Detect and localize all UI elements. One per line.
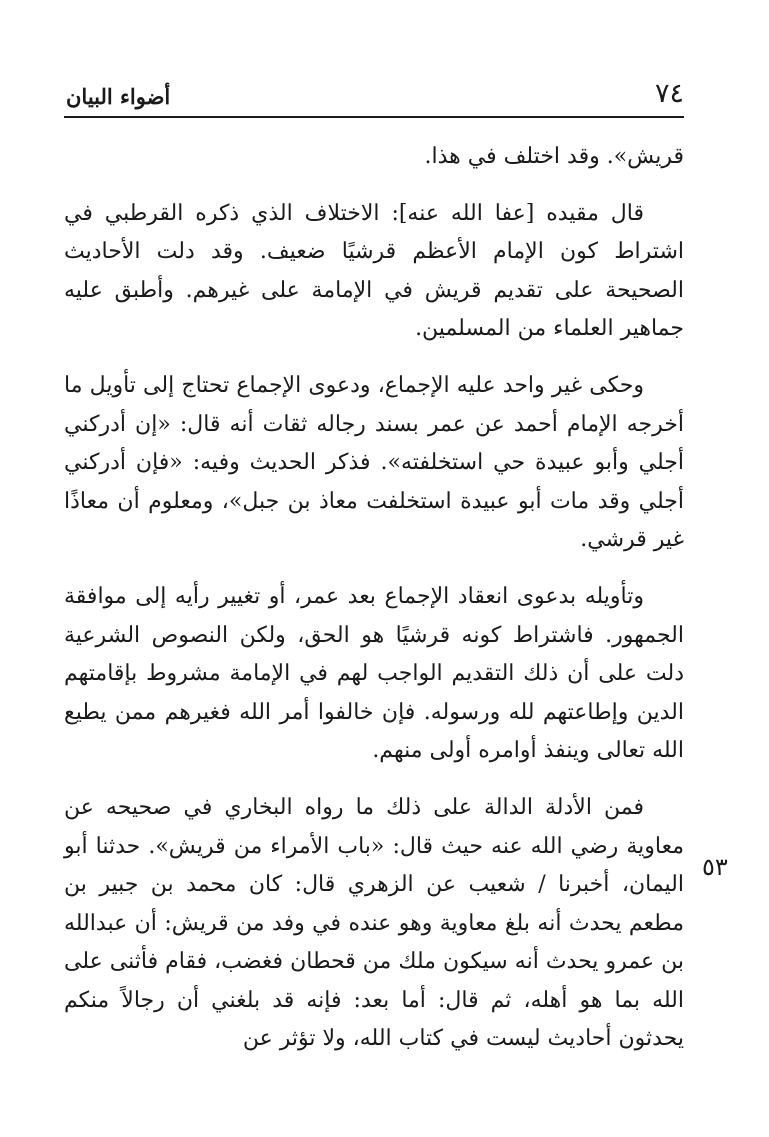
body-text <box>64 138 684 1077</box>
paragraph-continuation: قريش». وقد اختلف في هذا. <box>424 144 684 169</box>
paragraph: فمن الأدلة الدالة على ذلك ما رواه البخاري في صحيحه عن معاوية رضي الله عنه حيث قال: «باب الأمراء من قريش». حدثنا أبو اليمان، أخبرنا / شعيب عن الزهري قال: كان محمد بن جبير بن مطعم يحدث أنه بلغ معاوية وهو عنده في وفد من قريش: أن عبدالله بن عمرو يحدث أنه سيكون ملك من قحطان فغضب، فقام فأثنى على الله بما هو أهله، ثم قال: أما بعد: فإنه قد بلغني أن رجالاً منكم يحدثون أحاديث ليست في كتاب الله، ولا تؤثر عن <box>64 794 684 1052</box>
running-title: أضواء البيان <box>66 84 171 109</box>
paragraph: قال مقيده [عفا الله عنه]: الاختلاف الذي ذكره القرطبي في اشتراط كون الإمام الأعظم قرشيًا ضعيف. وقد دلت الأحاديث الصحيحة على تقديم قريش في الإمامة على غيرهم. وأطبق عليه جماهير العلماء من المسلمين. <box>64 200 684 342</box>
page-header <box>64 72 684 118</box>
paragraph: وحكى غير واحد عليه الإجماع، ودعوى الإجماع تحتاج إلى تأويل ما أخرجه الإمام أحمد عن عمر بسند رجاله ثقات أنه قال: «إن أدركني أجلي وأبو عبيدة حي استخلفته». فذكر الحديث وفيه: «فإن أدركني أجلي وقد مات أبو عبيدة استخلفت معاذ بن جبل»، ومعلوم أن معاذًا غير قرشي. <box>64 372 684 553</box>
paragraph: وتأويله بدعوى انعقاد الإجماع بعد عمر، أو تغيير رأيه إلى موافقة الجمهور. فاشتراط كونه قرشيًا هو الحق، ولكن النصوص الشرعية دلت على أن ذلك التقديم الواجب لهم في الإمامة مشروط بإقامتهم الدين وإطاعتهم لله ورسوله. فإن خالفوا أمر الله فغيرهم ممن يطيع الله تعالى وينفذ أوامره أولى منهم. <box>64 583 684 764</box>
margin-page-reference: ٥٣ <box>702 853 728 881</box>
page-number: ٧٤ <box>654 78 684 109</box>
